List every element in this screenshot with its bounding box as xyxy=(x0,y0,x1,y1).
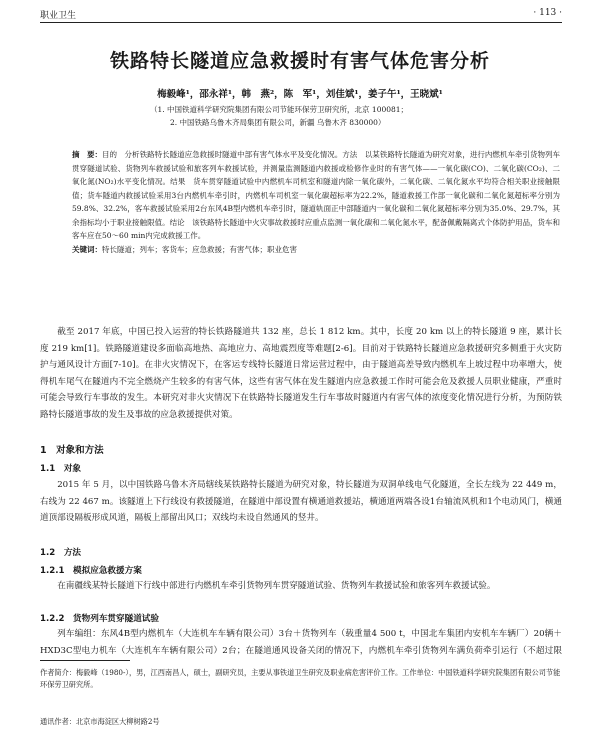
introduction-paragraph: 截至 2017 年底，中国已投入运营的特长铁路隧道共 132 座，总长 1 812 km。其中，长度 20 km 以上的特长隧道 9 座，累计长度 219 km[1]。铁路隧道建设多面临高地热、高地应力、高地震烈度等难题[2-6]。目前对于铁路特长隧道应急救援研究多侧重于火灾防护与通风设计方面[7-10]。在非火灾情况下，在客运专线特长隧道日常运营过程中，由于隧道高差导致内燃机车上坡过程中功率增大，使得机车尾气在隧道内不完全燃烧产生较多的有害气体，这些有害气体在发生隧道内应急救援工作时可能会危及救援人员职业健康，严重时可能会导致行车事故的发生。本研究对非火灾情况下在铁路特长隧道发生行车事故时隧道内有害气体的浓度变化情况进行分析，为预防铁路特长隧道事故的发生及事故的应急救援提供对策。 xyxy=(40,327,562,420)
address-footnote: 通讯作者：北京市海淀区大柳树路2号 xyxy=(40,717,160,726)
author-bio-footnote: 作者简介：梅毅峰（1980-），男，江西南昌人，硕士，副研究员，主要从事铁道卫生研究及职业病危害评价工作。工作单位：中国铁道科学研究院集团有限公司节能环保劳卫研究所。 xyxy=(40,668,561,689)
keywords: 特长隧道；列车；客货车；应急救援；有害气体；职业危害 xyxy=(102,244,297,254)
rescue-plan-paragraph: 在南疆线某特长隧道下行线中部进行内燃机车牵引货物列车贯穿隧道试验、货物列车救援试验和旅客列车救援试验。 xyxy=(57,581,496,591)
article-title: 铁路特长隧道应急救援时有害气体危害分析 xyxy=(109,50,490,72)
subsection-heading-methods: 1.2 方法 xyxy=(40,548,82,558)
footnote-rule xyxy=(40,660,130,661)
subjects-paragraph: 2015 年 5 月，以中国铁路乌鲁木齐局辖线某铁路特长隧道为研究对象，特长隧道为双洞单线电气化隧道，全长左线为 22 449 m，右线为 22 467 m。该隧道上下行线设有救援隧道，在隧道中部设置有横通道救援站，横通道两端各设1台轴流风机和1个电动风门，横通道顶部设隔板形成风道，隔板上部留出风口；双线均未设自然通风的竖井。 xyxy=(40,480,562,524)
abstract-text: 目的 分析铁路特长隧道应急救援时隧道中部有害气体水平及变化情况。方法 以某铁路特长隧道为研究对象，进行内燃机车牵引货物列车贯穿隧道试验、货物列车救援试验和旅客列车救援试验，并测量监测隧道内救援或检修作业时的有害气体——一氧化碳(CO)、二氧化碳(CO₂)、二氧化氮(NO₂)水平变化情况。结果 货车贯穿隧道试验中内燃机车司机室和隧道内除一氧化碳外，二氧化碳、二氧化氮水平均符合相关职业接触限值；货车隧道内救援试验采用3台内燃机车牵引时，内燃机车司机室一氧化碳超标率为22.2%，隧道救援工作部一氧化碳和二氧化氮超标率分别为59.8%、32.2%，客车救援试验采用2台东风4B型内燃机车牵引时，隧道轨面正中部隧道内一氧化碳和二氧化氮超标率分别为35.0%、29.7%，其余指标均小于职业接触限值。结论 该铁路特长隧道中火灾事故救援时应重点监测一氧化碳和二氧化氮水平，配备佩戴隔离式个体防护用品，货车和客车应在50～60 min内完成救援工作。 xyxy=(72,150,560,240)
affiliation-2: 2. 中国铁路乌鲁木齐局集团有限公司，新疆 乌鲁木齐 830000） xyxy=(170,118,386,127)
journal-name: 职业卫生 xyxy=(40,11,77,21)
section-heading-methods: 1 对象和方法 xyxy=(40,445,104,456)
abstract xyxy=(72,148,560,256)
affiliation-1: （1. 中国铁道科学研究院集团有限公司节能环保劳卫研究所，北京 100081； xyxy=(150,105,409,114)
subsection-heading-rescue-plan: 1.2.1 模拟应急救援方案 xyxy=(40,566,142,576)
author-list: 梅毅峰¹，邵永祥¹，韩 燕²，陈 军¹，刘佳斌¹，姜子午¹，王晓斌¹ xyxy=(157,89,443,100)
page-number: · 113 · xyxy=(533,8,562,18)
keywords-label: 关键词： xyxy=(72,244,102,254)
running-header xyxy=(40,8,562,23)
freight-test-paragraph: 列车编组：东风4B型内燃机车（大连机车车辆有限公司）3台＋货物列车（载重量4 500 t，中国北车集团内安机车车辆厂）20辆＋HXD3C型电力机车（大连机车车辆有限公司）2台；在隧道通风设备关闭的情况下，内燃机车牵引货物列车满负荷牵引运行（不超过限 xyxy=(40,629,562,656)
subsection-heading-freight-test: 1.2.2 货物列车贯穿隧道试验 xyxy=(40,614,159,624)
abstract-label: 摘 要： xyxy=(72,150,103,159)
subsection-heading-subjects: 1.1 对象 xyxy=(40,464,82,474)
